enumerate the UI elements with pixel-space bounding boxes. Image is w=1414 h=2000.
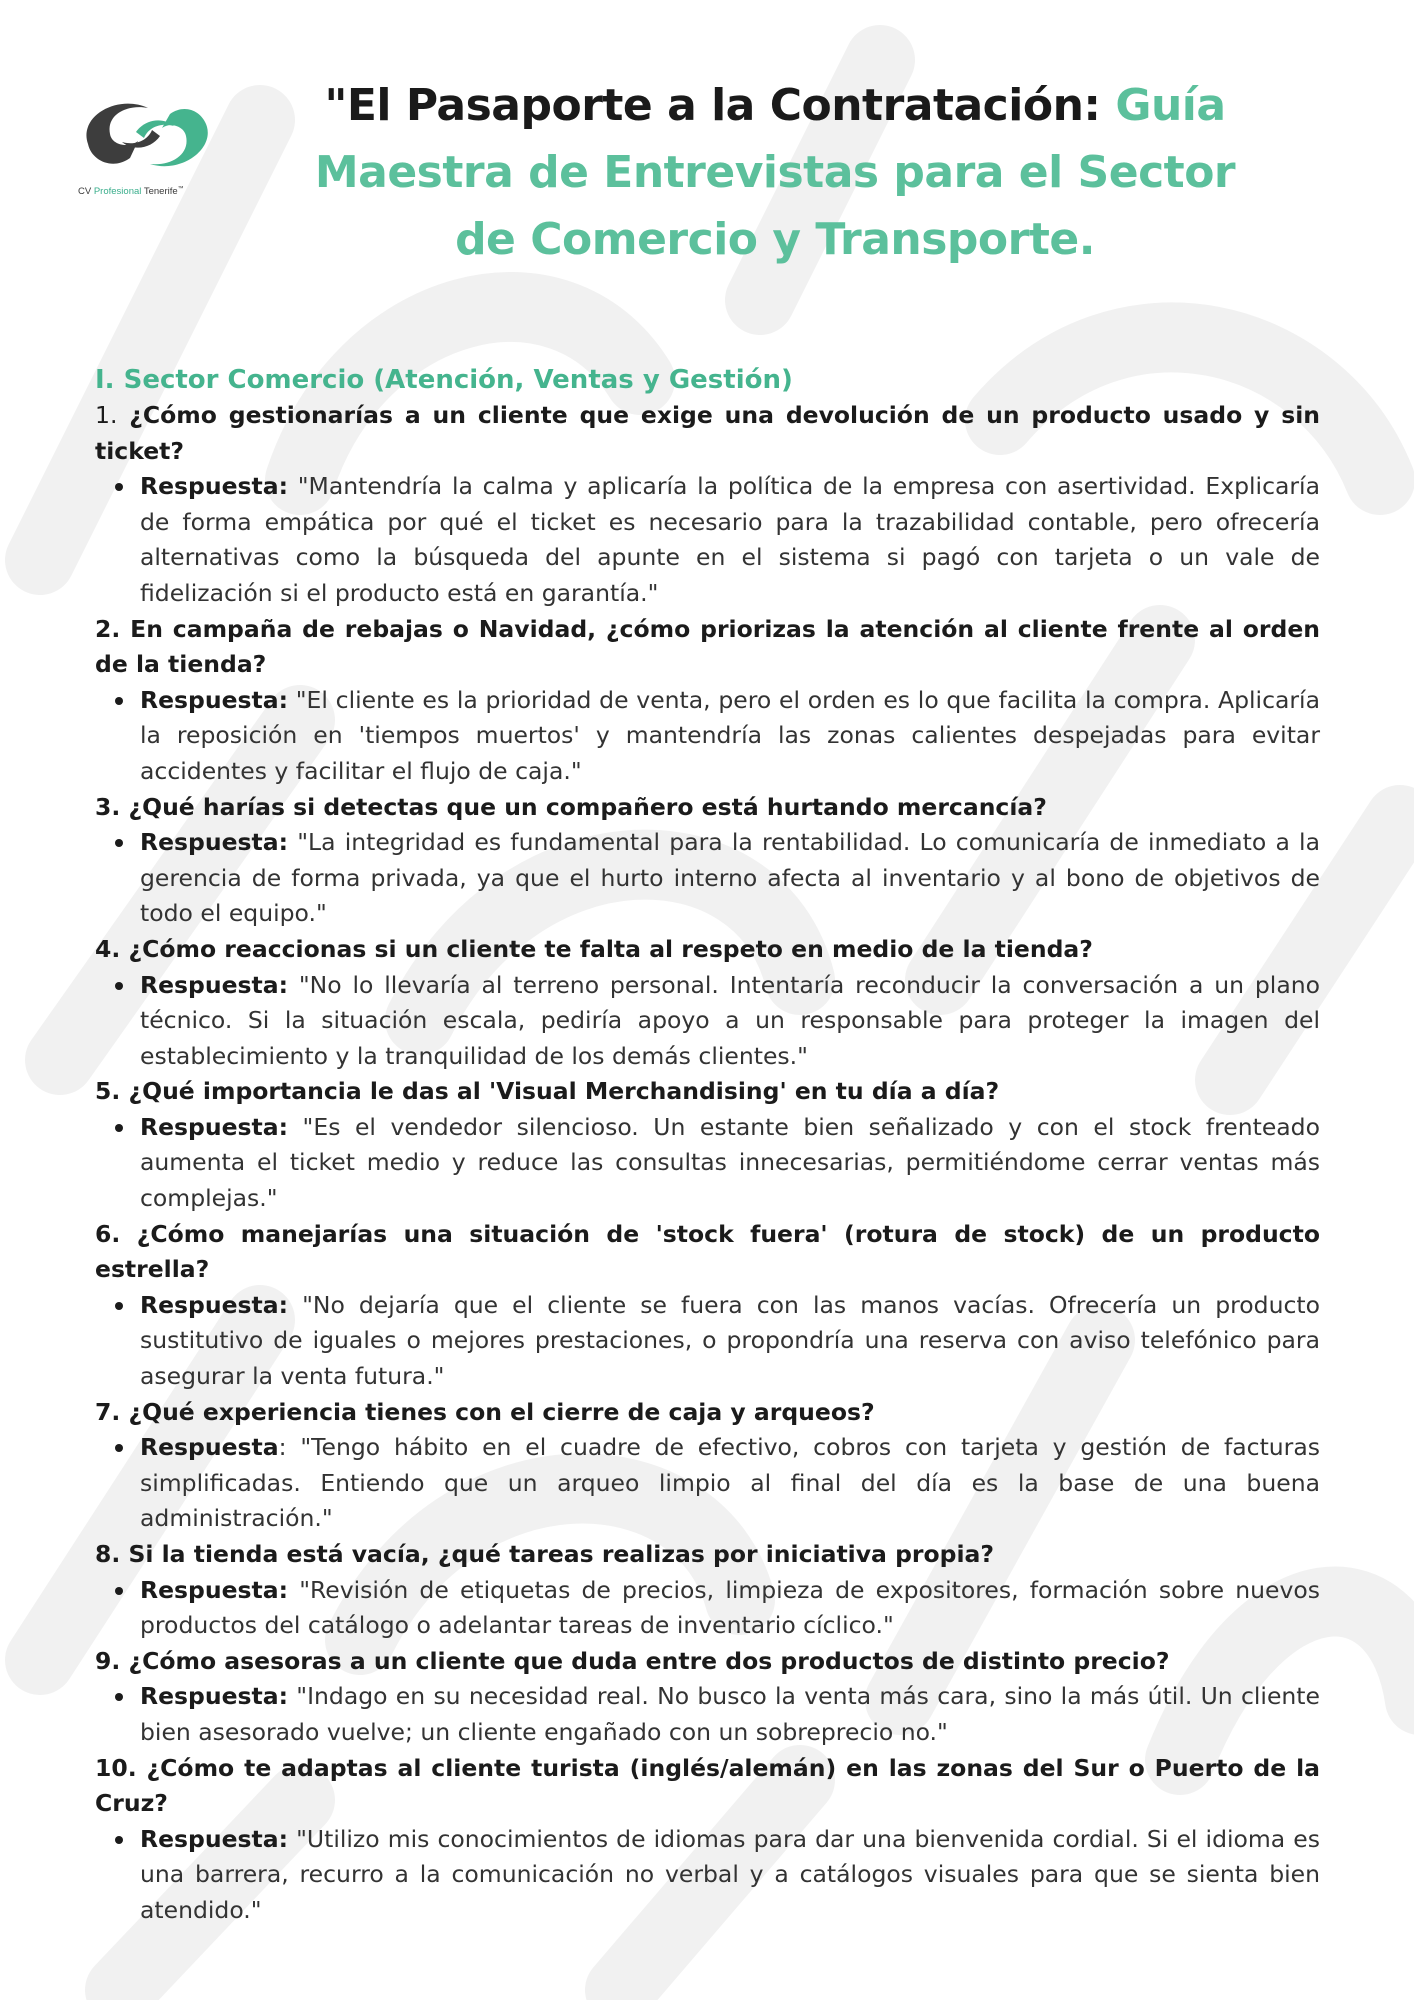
answer-text: "Tengo hábito en el cuadre de efectivo, cobros con tarjeta y gestión de facturas simplificadas. Entiendo que un arqueo limpio al final del día es la base de una buena administración." — [140, 1433, 1320, 1533]
answer-text: "La integridad es fundamental para la rentabilidad. Lo comunicaría de inmediato a la gerencia de forma privada, ya que el hurto interno afecta al inventario y al bono de objetivos de todo el equipo." — [140, 828, 1320, 928]
logo-caption: CV Profesional Tenerife™ — [78, 186, 184, 198]
question-5 — [95, 1074, 1320, 1110]
question-text: ¿Cómo reaccionas si un cliente te falta al respeto en medio de la tienda? — [128, 934, 1093, 963]
title-part-dark: "El Pasaporte a la Contratación: — [324, 80, 1116, 131]
answer-label: Respuesta: — [140, 472, 288, 501]
qa-list — [95, 398, 1320, 1929]
answer-label: Respuesta: — [140, 1575, 288, 1604]
answer-item — [140, 1430, 1320, 1537]
answer-label: Respuesta — [140, 1433, 279, 1462]
question-text: ¿Cómo asesoras a un cliente que duda entre dos productos de distinto precio? — [128, 1646, 1170, 1675]
answer-label: Respuesta: — [140, 970, 288, 999]
question-text: ¿Qué experiencia tienes con el cierre de caja y arqueos? — [128, 1397, 875, 1426]
question-number: 5. — [95, 1077, 121, 1106]
answer-label: Respuesta: — [140, 1682, 288, 1711]
document-title — [280, 72, 1270, 273]
question-number: 2. — [95, 614, 121, 643]
answer-label: Respuesta: — [140, 1824, 288, 1853]
question-text: ¿Cómo te adaptas al cliente turista (inglés/alemán) en las zonas del Sur o Puerto de la Cruz? — [95, 1753, 1321, 1818]
answer-text: "No lo llevaría al terreno personal. Intentaría reconducir la conversación a un plano técnico. Si la situación escala, pediría apoyo a un responsable para proteger la imagen del establecimiento y la tranquilidad de los demás clientes." — [140, 970, 1320, 1070]
section-heading: I. Sector Comercio (Atención, Ventas y Gestión) — [95, 365, 793, 395]
question-1 — [95, 398, 1320, 469]
answer-list — [95, 1110, 1320, 1217]
question-text: En campaña de rebajas o Navidad, ¿cómo priorizas la atención al cliente frente al orden de la tienda? — [95, 614, 1320, 679]
answer-item — [140, 683, 1320, 790]
answer-text: "Utilizo mis conocimientos de idiomas para dar una bienvenida cordial. Si el idioma es una barrera, recurro a la comunicación no verbal y a catálogos visuales para que se sienta bien atendido." — [140, 1824, 1320, 1924]
company-logo — [78, 86, 218, 196]
question-text: Si la tienda está vacía, ¿qué tareas realizas por iniciativa propia? — [128, 1540, 995, 1568]
answer-item — [140, 1110, 1320, 1217]
answer-label: Respuesta: — [140, 1112, 288, 1141]
title-part-green-1: Guía — [1115, 80, 1226, 131]
answer-text: "Mantendría la calma y aplicaría la política de la empresa con asertividad. Explicaría de forma empática por qué el ticket es necesario para la trazabilidad contable, pero ofrecería alternativas como la búsqueda del apunte en el sistema si pagó con tarjeta o un vale de fidelización si el producto está en garantía." — [140, 472, 1320, 607]
question-number: 10. — [95, 1753, 137, 1782]
answer-label: Respuesta: — [140, 1290, 288, 1319]
question-number: 1. — [95, 401, 118, 429]
answer-list — [95, 1430, 1320, 1537]
question-number: 3. — [95, 792, 121, 821]
answer-item — [140, 1573, 1320, 1644]
answer-text: "Revisión de etiquetas de precios, limpieza de expositores, formación sobre nuevos productos del catálogo o adelantar tareas de inventario cíclico." — [140, 1575, 1320, 1640]
title-part-green-2: Maestra de Entrevistas para el Sector — [314, 147, 1236, 198]
answer-text: "No dejaría que el cliente se fuera con las manos vacías. Ofrecería un producto sustitutivo de iguales o mejores prestaciones, o propondría una reserva con aviso telefónico para asegurar la venta futura." — [140, 1290, 1320, 1391]
answer-item — [140, 1822, 1320, 1929]
answer-list — [95, 825, 1320, 932]
question-2 — [95, 612, 1320, 683]
answer-text: "Indago en su necesidad real. No busco la venta más cara, sino la más útil. Un cliente bien asesorado vuelve; un cliente engañado con un sobreprecio no." — [140, 1682, 1320, 1746]
question-number: 8. — [95, 1540, 121, 1568]
question-10 — [95, 1751, 1320, 1822]
question-6 — [95, 1217, 1320, 1288]
answer-list — [95, 683, 1320, 790]
question-9 — [95, 1644, 1320, 1680]
answer-item — [140, 469, 1320, 611]
answer-list — [95, 1573, 1320, 1644]
answer-label: Respuesta: — [140, 685, 288, 714]
title-part-green-3: de Comercio y Transporte. — [455, 214, 1095, 265]
question-7 — [95, 1395, 1320, 1431]
question-text: ¿Cómo gestionarías a un cliente que exige una devolución de un producto usado y sin ticket? — [95, 401, 1320, 465]
question-text: ¿Cómo manejarías una situación de 'stock fuera' (rotura de stock) de un producto estrella? — [95, 1219, 1320, 1284]
question-text: ¿Qué harías si detectas que un compañero está hurtando mercancía? — [128, 792, 1047, 821]
answer-list — [95, 1679, 1320, 1750]
question-4 — [95, 932, 1320, 968]
questions-content — [95, 362, 1320, 1929]
question-8 — [95, 1537, 1320, 1573]
answer-item — [140, 968, 1320, 1075]
answer-text: "Es el vendedor silencioso. Un estante bien señalizado y con el stock frenteado aumenta el ticket medio y reduce las consultas innecesarias, permitiéndome cerrar ventas más complejas." — [140, 1112, 1320, 1213]
question-number: 4. — [95, 934, 121, 963]
hands-logo-icon — [78, 86, 218, 181]
answer-list — [95, 1822, 1320, 1929]
answer-label: Respuesta: — [140, 828, 288, 857]
answer-list — [95, 1288, 1320, 1395]
answer-list — [95, 968, 1320, 1075]
question-3 — [95, 790, 1320, 826]
question-number: 7. — [95, 1397, 121, 1426]
answer-label-suffix: : — [278, 1433, 287, 1462]
answer-item — [140, 1288, 1320, 1395]
answer-list — [95, 469, 1320, 611]
answer-text: "El cliente es la prioridad de venta, pero el orden es lo que facilita la compra. Aplicaría la reposición en 'tiempos muertos' y mantendría las zonas calientes despejadas para evitar accidentes y facilitar el flujo de caja." — [140, 685, 1320, 785]
answer-item — [140, 825, 1320, 932]
question-number: 6. — [95, 1219, 121, 1248]
question-text: ¿Qué importancia le das al 'Visual Merchandising' en tu día a día? — [128, 1077, 1000, 1106]
question-number: 9. — [95, 1646, 121, 1675]
answer-item — [140, 1679, 1320, 1750]
